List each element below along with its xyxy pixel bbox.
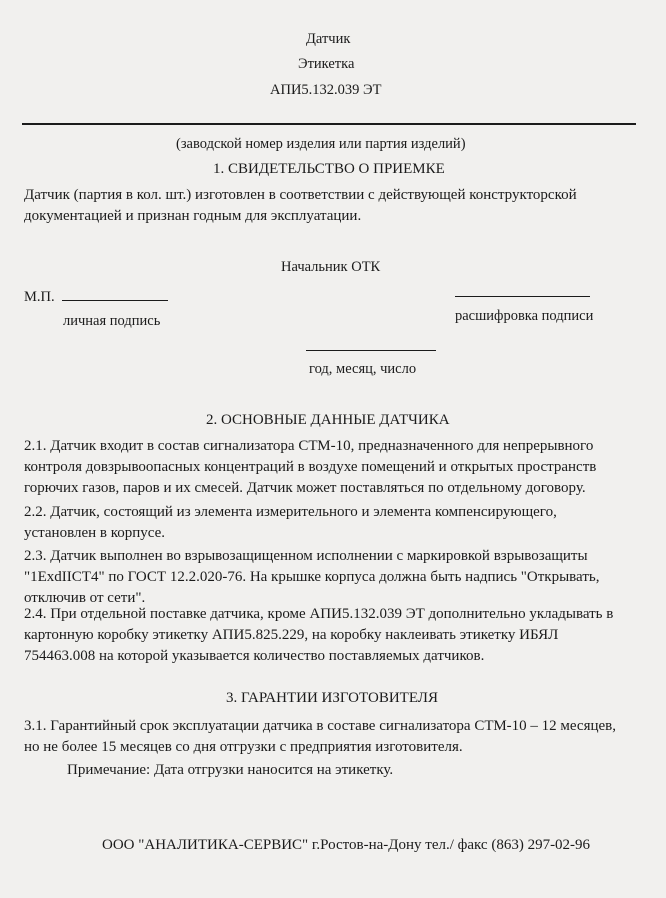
- footer-contacts: ООО "АНАЛИТИКА-СЕРВИС" г.Ростов-на-Дону тел./ факс (863) 297-02-96: [102, 837, 591, 853]
- text-line: установлен в корпусе.: [24, 525, 166, 541]
- signature-caption: личная подпись: [63, 313, 161, 329]
- paragraph-2-2: [24, 502, 557, 544]
- serial-caption: (заводской номер изделия или партия изделий): [176, 136, 466, 152]
- decoding-line: [455, 296, 590, 297]
- text-line: 754463.008 на которой указывается количество поставляемых датчиков.: [24, 648, 485, 664]
- text-line: 2.2. Датчик, состоящий из элемента измерительного и элемента компенсирующего,: [24, 504, 557, 520]
- date-line: [306, 350, 436, 351]
- text-line: 2.3. Датчик выполнен во взрывозащищенном исполнении с маркировкой взрывозащиты: [24, 548, 588, 564]
- text-line: 2.4. При отдельной поставке датчика, кроме АПИ5.132.039 ЭТ дополнительно укладывать в: [24, 606, 614, 622]
- section3-heading: 3. ГАРАНТИИ ИЗГОТОВИТЕЛЯ: [226, 690, 438, 706]
- paragraph-2-1: [24, 436, 596, 499]
- text-line: горючих газов, паров и их смесей. Датчик может поставляться по отдельному договору.: [24, 480, 586, 496]
- text-line: Датчик (партия в кол. шт.) изготовлен в соответствии с действующей конструкторской: [24, 187, 577, 203]
- signature-line: [62, 300, 168, 301]
- text-line: но не более 15 месяцев со дня отгрузки с предприятия изготовителя.: [24, 739, 463, 755]
- head-otk-label: Начальник ОТК: [281, 259, 381, 275]
- text-line: 3.1. Гарантийный срок эксплуатации датчика в составе сигнализатора СТМ-10 – 12 месяцев,: [24, 718, 616, 734]
- text-line: контроля довзрывоопасных концентраций в воздухе помещений и открытых пространств: [24, 459, 597, 475]
- paragraph-3-1: [24, 716, 616, 758]
- section2-heading: 2. ОСНОВНЫЕ ДАННЫЕ ДАТЧИКА: [206, 412, 450, 428]
- doc-code: АПИ5.132.039 ЭТ: [270, 82, 382, 98]
- paragraph-2-4: [24, 604, 613, 667]
- doc-subtitle: Этикетка: [298, 56, 355, 72]
- serial-number-line: [22, 123, 636, 125]
- doc-title: Датчик: [306, 31, 351, 47]
- text-line: документацией и признан годным для эксплуатации.: [24, 208, 362, 224]
- decoding-caption: расшифровка подписи: [455, 308, 594, 324]
- text-line: картонную коробку этикетку АПИ5.825.229, на коробку наклеивать этикетку ИБЯЛ: [24, 627, 559, 643]
- section1-heading: 1. СВИДЕТЕЛЬСТВО О ПРИЕМКЕ: [213, 161, 445, 177]
- section1-text: [24, 185, 577, 227]
- mp-label: М.П.: [24, 289, 55, 305]
- paragraph-2-3: [24, 546, 599, 609]
- text-line: отключив от сети".: [24, 590, 146, 606]
- text-line: "1ExdIICT4" по ГОСТ 12.2.020-76. На крышке корпуса должна быть надпись "Открывать,: [24, 569, 600, 585]
- text-line: 2.1. Датчик входит в состав сигнализатора СТМ-10, предназначенного для непрерывного: [24, 438, 594, 454]
- note-text: Примечание: Дата отгрузки наносится на этикетку.: [67, 762, 394, 778]
- date-caption: год, месяц, число: [309, 361, 417, 377]
